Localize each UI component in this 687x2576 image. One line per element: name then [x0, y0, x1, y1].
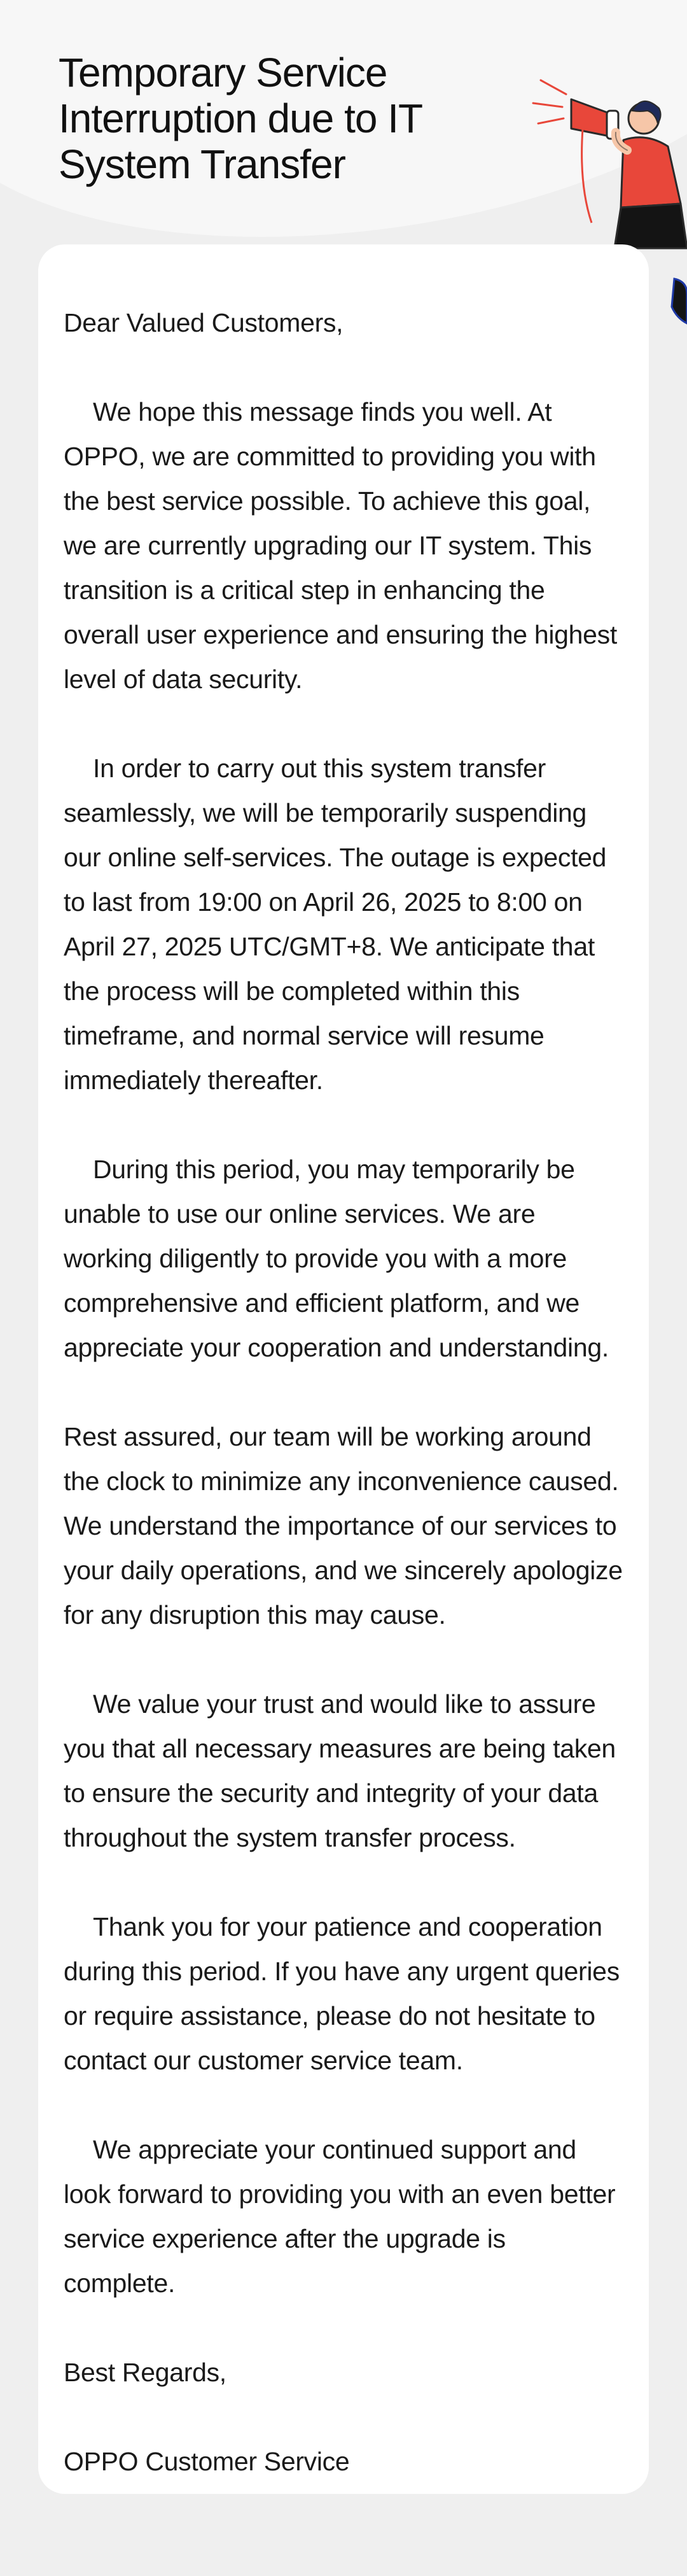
paragraph: Thank you for your patience and cooperation during this period. If you have any urgent queries or require assistance, please do not hesitate to contact our customer service team. [64, 1912, 620, 2075]
paragraph: During this period, you may temporarily be unable to use our online services. We are working diligently to provide you with a more comprehensive and efficient platform, and we appreciate your cooperation and understanding. [64, 1155, 609, 1362]
signature: OPPO Customer Service [64, 2447, 350, 2476]
paragraph: We hope this message finds you well. At OPPO, we are committed to providing you with the best service possible. To achieve this goal, we are currently upgrading our IT system. This transition is a critical step in enhancing the overall user experience and ensuring the highest level of data security. [64, 397, 617, 694]
paragraph: We value your trust and would like to assure you that all necessary measures are being taken to ensure the security and integrity of your data throughout the system transfer process. [64, 1689, 616, 1852]
page-title: Temporary Service Interruption due to IT System Transfer [59, 50, 422, 187]
announcement-card [38, 244, 649, 2494]
sign-off: Best Regards, [64, 2358, 226, 2387]
paragraph: Rest assured, our team will be working around the clock to minimize any inconvenience caused. We understand the importance of our services to your daily operations, and we sincerely apologize for any disruption this may cause. [64, 1422, 623, 1629]
paragraph: We appreciate your continued support and look forward to providing you with an even better service experience after the upgrade is complete. [64, 2135, 616, 2298]
paragraph: In order to carry out this system transfer seamlessly, we will be temporarily suspending our online self-services. The outage is expected to last from 19:00 on April 26, 2025 to 8:00 on April 27, 2025 UTC/GMT+8. We anticipate that the process will be completed within this timeframe, and normal service will resume immediately thereafter. [64, 754, 607, 1095]
greeting: Dear Valued Customers, [64, 308, 344, 337]
